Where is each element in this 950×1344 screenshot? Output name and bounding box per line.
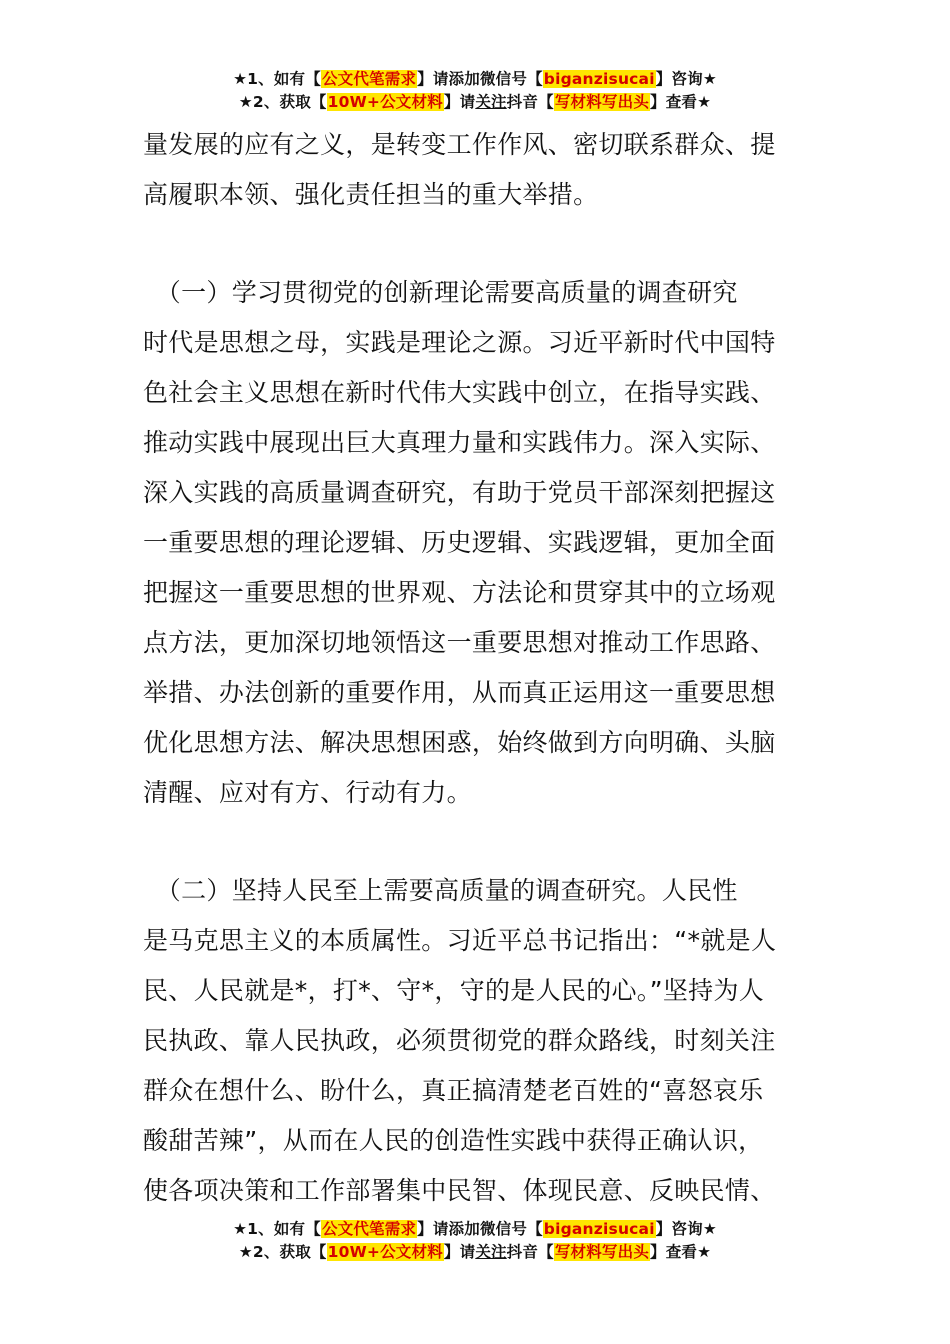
banner-highlight: 10W+公文材料 <box>327 93 443 111</box>
text-line: 优化思想方法、解决思想困惑，始终做到方向明确、头脑 <box>143 728 776 757</box>
paragraph-gap <box>143 220 815 268</box>
banner-line-2 <box>0 91 950 114</box>
text-line: 高履职本领、强化责任担当的重大举措。 <box>143 180 599 209</box>
banner-highlight: 公文代笔需求 <box>321 70 417 88</box>
section-heading-2: （二）坚持人民至上需要高质量的调查研究。人民性 <box>143 876 738 905</box>
banner-text: 】查看★ <box>650 1243 712 1261</box>
banner-text: 】咨询★ <box>655 1220 717 1238</box>
text-line: 举措、办法创新的重要作用，从而真正运用这一重要思想 <box>143 678 776 707</box>
banner-text: ★1、如有【 <box>233 1220 321 1238</box>
text-line: 推动实践中展现出巨大真理力量和实践伟力。深入实际、 <box>143 428 776 457</box>
banner-text: ★1、如有【 <box>233 70 321 88</box>
section-heading-1: （一）学习贯彻党的创新理论需要高质量的调查研究 <box>143 278 738 307</box>
paragraph-section-1 <box>143 268 815 818</box>
header-banner <box>0 68 950 114</box>
banner-highlight: 写材料写出头 <box>554 93 650 111</box>
banner-text: 】请添 <box>417 1220 465 1238</box>
banner-text: 微信号【 <box>479 70 543 88</box>
text-line: 点方法，更加深切地领悟这一重要思想对推动工作思路、 <box>143 628 776 657</box>
text-line: 时代是思想之母，实践是理论之源。习近平新时代中国特 <box>143 328 776 357</box>
banner-line-1 <box>0 68 950 91</box>
text-line: 深入实践的高质量调查研究，有助于党员干部深刻把握这 <box>143 478 776 507</box>
banner-text: 抖音【 <box>506 1243 554 1261</box>
banner-text: 抖音【 <box>506 93 554 111</box>
text-line: 色社会主义思想在新时代伟大实践中创立，在指导实践、 <box>143 378 776 407</box>
banner-text: 关注 <box>475 1243 507 1261</box>
banner-text: 】查看★ <box>650 93 712 111</box>
banner-text: 加 <box>464 70 480 88</box>
paragraph-section-2 <box>143 866 815 1216</box>
banner-text: 】请 <box>443 93 476 111</box>
text-line: 酸甜苦辣”，从而在人民的创造性实践中获得正确认识， <box>143 1126 764 1155</box>
banner-text: 】请添 <box>417 70 465 88</box>
banner-text: 关注 <box>475 93 507 111</box>
text-line: 清醒、应对有方、行动有力。 <box>143 778 472 807</box>
banner-text: 微信号【 <box>479 1220 543 1238</box>
banner-text: ★2、获取【 <box>238 1243 327 1261</box>
text-line: 把握这一重要思想的世界观、方法论和贯穿其中的立场观 <box>143 578 776 607</box>
banner-text: 】咨询★ <box>655 70 717 88</box>
paragraph-gap <box>143 818 815 866</box>
banner-highlight: biganzisucai <box>543 1220 655 1238</box>
banner-text: ★2、获取【 <box>238 93 327 111</box>
banner-highlight: 公文代笔需求 <box>321 1220 417 1238</box>
banner-highlight: 写材料写出头 <box>554 1243 650 1261</box>
banner-text: 加 <box>464 1220 480 1238</box>
banner-line-1 <box>0 1218 950 1241</box>
document-body <box>143 120 815 1216</box>
banner-line-2 <box>0 1241 950 1264</box>
paragraph-intro <box>143 120 815 220</box>
text-line: 量发展的应有之义，是转变工作作风、密切联系群众、提 <box>143 130 776 159</box>
text-line: 民执政、靠人民执政，必须贯彻党的群众路线，时刻关注 <box>143 1026 776 1055</box>
footer-banner <box>0 1218 950 1264</box>
banner-highlight: 10W+公文材料 <box>327 1243 443 1261</box>
banner-highlight: biganzisucai <box>543 70 655 88</box>
text-line: 使各项决策和工作部署集中民智、体现民意、反映民情、 <box>143 1176 776 1205</box>
text-line: 是马克思主义的本质属性。习近平总书记指出：“*就是人 <box>143 926 777 955</box>
text-line: 民、人民就是*，打*、守*，守的是人民的心。”坚持为人 <box>143 976 765 1005</box>
banner-text: 】请 <box>443 1243 476 1261</box>
text-line: 群众在想什么、盼什么，真正搞清楚老百姓的“喜怒哀乐 <box>143 1076 764 1105</box>
text-line: 一重要思想的理论逻辑、历史逻辑、实践逻辑，更加全面 <box>143 528 776 557</box>
